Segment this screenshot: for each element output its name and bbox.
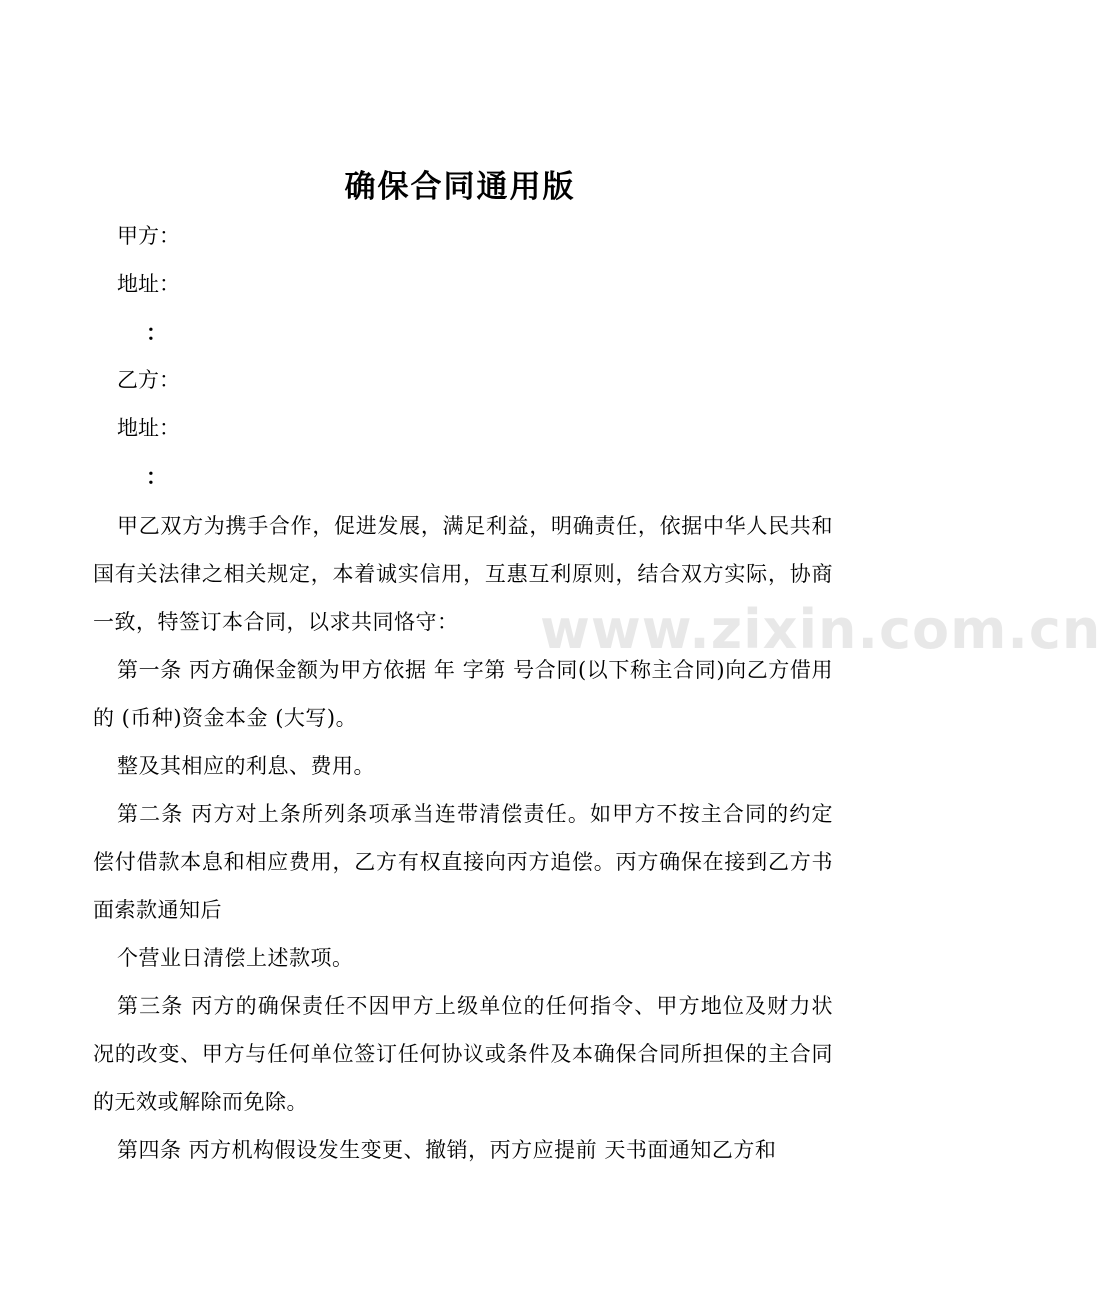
- article-2: 第二条 丙方对上条所列条项承当连带清偿责任。如甲方不按主合同的约定偿付借款本息和相应费用，乙方有权直接向丙方追偿。丙方确保在接到乙方书面索款通知后: [93, 802, 833, 922]
- article-4: 第四条 丙方机构假设发生变更、撤销，丙方应提前 天书面通知乙方和: [117, 1138, 777, 1162]
- document-title: 确保合同通用版: [344, 169, 576, 205]
- party-a-address-label: 地址：: [117, 272, 180, 296]
- preamble-paragraph: 甲乙双方为携手合作，促进发展，满足利益，明确责任，依据中华人民共和国有关法律之相关规定，本着诚实信用，互惠互利原则，结合双方实际，协商一致，特签订本合同，以求共同恪守：: [93, 514, 833, 634]
- article-1: 第一条 丙方确保金额为甲方依据 年 字第 号合同(以下称主合同)向乙方借用的 (币种)资金本金 (大写)。: [93, 658, 833, 730]
- party-b-extra-colon: ：: [146, 464, 167, 489]
- article-1-continuation: 整及其相应的利息、费用。: [117, 754, 375, 778]
- party-a-label: 甲方：: [117, 224, 180, 248]
- party-b-address-label: 地址：: [117, 416, 180, 440]
- party-b-label: 乙方：: [117, 368, 180, 392]
- article-3: 第三条 丙方的确保责任不因甲方上级单位的任何指令、甲方地位及财力状况的改变、甲方与任何单位签订任何协议或条件及本确保合同所担保的主合同的无效或解除而免除。: [93, 994, 833, 1114]
- party-a-extra-colon: ：: [146, 320, 167, 345]
- article-2-continuation: 个营业日清偿上述款项。: [117, 946, 354, 970]
- site-watermark: www.zixin.com.cn: [540, 598, 1101, 661]
